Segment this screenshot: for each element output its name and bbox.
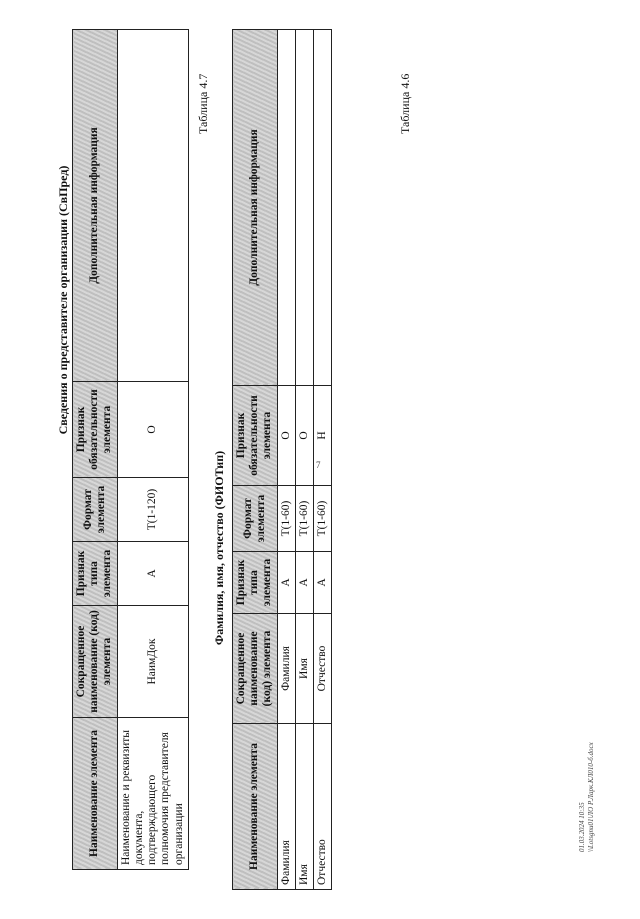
cell-short-name: Имя [295, 614, 313, 724]
table-4-7-title: Фамилия, имя, отчество (ФИОТип) [212, 450, 226, 646]
table-row [117, 30, 188, 870]
cell-required: Н [314, 386, 332, 486]
cell-required: О [117, 382, 188, 478]
header-additional-info: Дополнительная информация [233, 30, 278, 386]
footer-timestamp: 01.03.2024 10:35 [578, 802, 586, 852]
table-4-6-label: Таблица 4.6 [398, 73, 412, 134]
cell-format: Т(1-120) [117, 478, 188, 542]
cell-additional-info [314, 30, 332, 386]
table-4-6 [72, 29, 189, 870]
cell-type: А [314, 552, 332, 614]
cell-element-name: Отчество [314, 724, 332, 890]
cell-additional-info [295, 30, 313, 386]
header-format: Формат элемента [233, 486, 278, 552]
header-format: Формат элемента [73, 478, 118, 542]
table-4-6-wrapper [72, 29, 189, 870]
table-4-7-header-row [233, 30, 278, 890]
table-4-7-label: Таблица 4.7 [196, 73, 210, 134]
table-4-7 [232, 29, 332, 890]
cell-format: Т(1-60) [295, 486, 313, 552]
table-4-7-wrapper [232, 29, 332, 890]
header-short-name: Сокращенное наименование (код) элемента [233, 614, 278, 724]
cell-type: А [295, 552, 313, 614]
cell-type: А [117, 542, 188, 606]
header-short-name: Сокращенное наименование (код) элемента [73, 606, 118, 718]
cell-required: О [295, 386, 313, 486]
header-required: Признак обязательности элемента [233, 386, 278, 486]
cell-required: О [277, 386, 295, 486]
cell-additional-info [277, 30, 295, 386]
cell-short-name: НаимДок [117, 606, 188, 718]
cell-additional-info [117, 30, 188, 382]
table-4-6-header-row [73, 30, 118, 870]
page-number: 7 [316, 460, 321, 470]
table-4-6-title: Сведения о представителе организации (СвПред) [56, 165, 70, 435]
cell-short-name: Отчество [314, 614, 332, 724]
header-additional-info: Дополнительная информация [73, 30, 118, 382]
cell-element-name: Наименование и реквизиты документа, подтверждающего полномочия представителя организации [117, 718, 188, 870]
cell-format: Т(1-60) [314, 486, 332, 552]
cell-short-name: Фамилия [277, 614, 295, 724]
header-required: Признак обязательности элемента [73, 382, 118, 478]
document-footer [578, 742, 596, 852]
header-type: Признак типа элемента [73, 542, 118, 606]
footer-filepath: \\Lotsgnu01\ЛО Р.Ларк.КЛ010-б.docx [587, 742, 596, 852]
cell-element-name: Фамилия [277, 724, 295, 890]
header-element-name: Наименование элемента [73, 718, 118, 870]
table-row [277, 30, 295, 890]
header-type: Признак типа элемента [233, 552, 278, 614]
header-element-name: Наименование элемента [233, 724, 278, 890]
table-row [314, 30, 332, 890]
cell-element-name: Имя [295, 724, 313, 890]
cell-format: Т(1-60) [277, 486, 295, 552]
table-row [295, 30, 313, 890]
cell-type: А [277, 552, 295, 614]
